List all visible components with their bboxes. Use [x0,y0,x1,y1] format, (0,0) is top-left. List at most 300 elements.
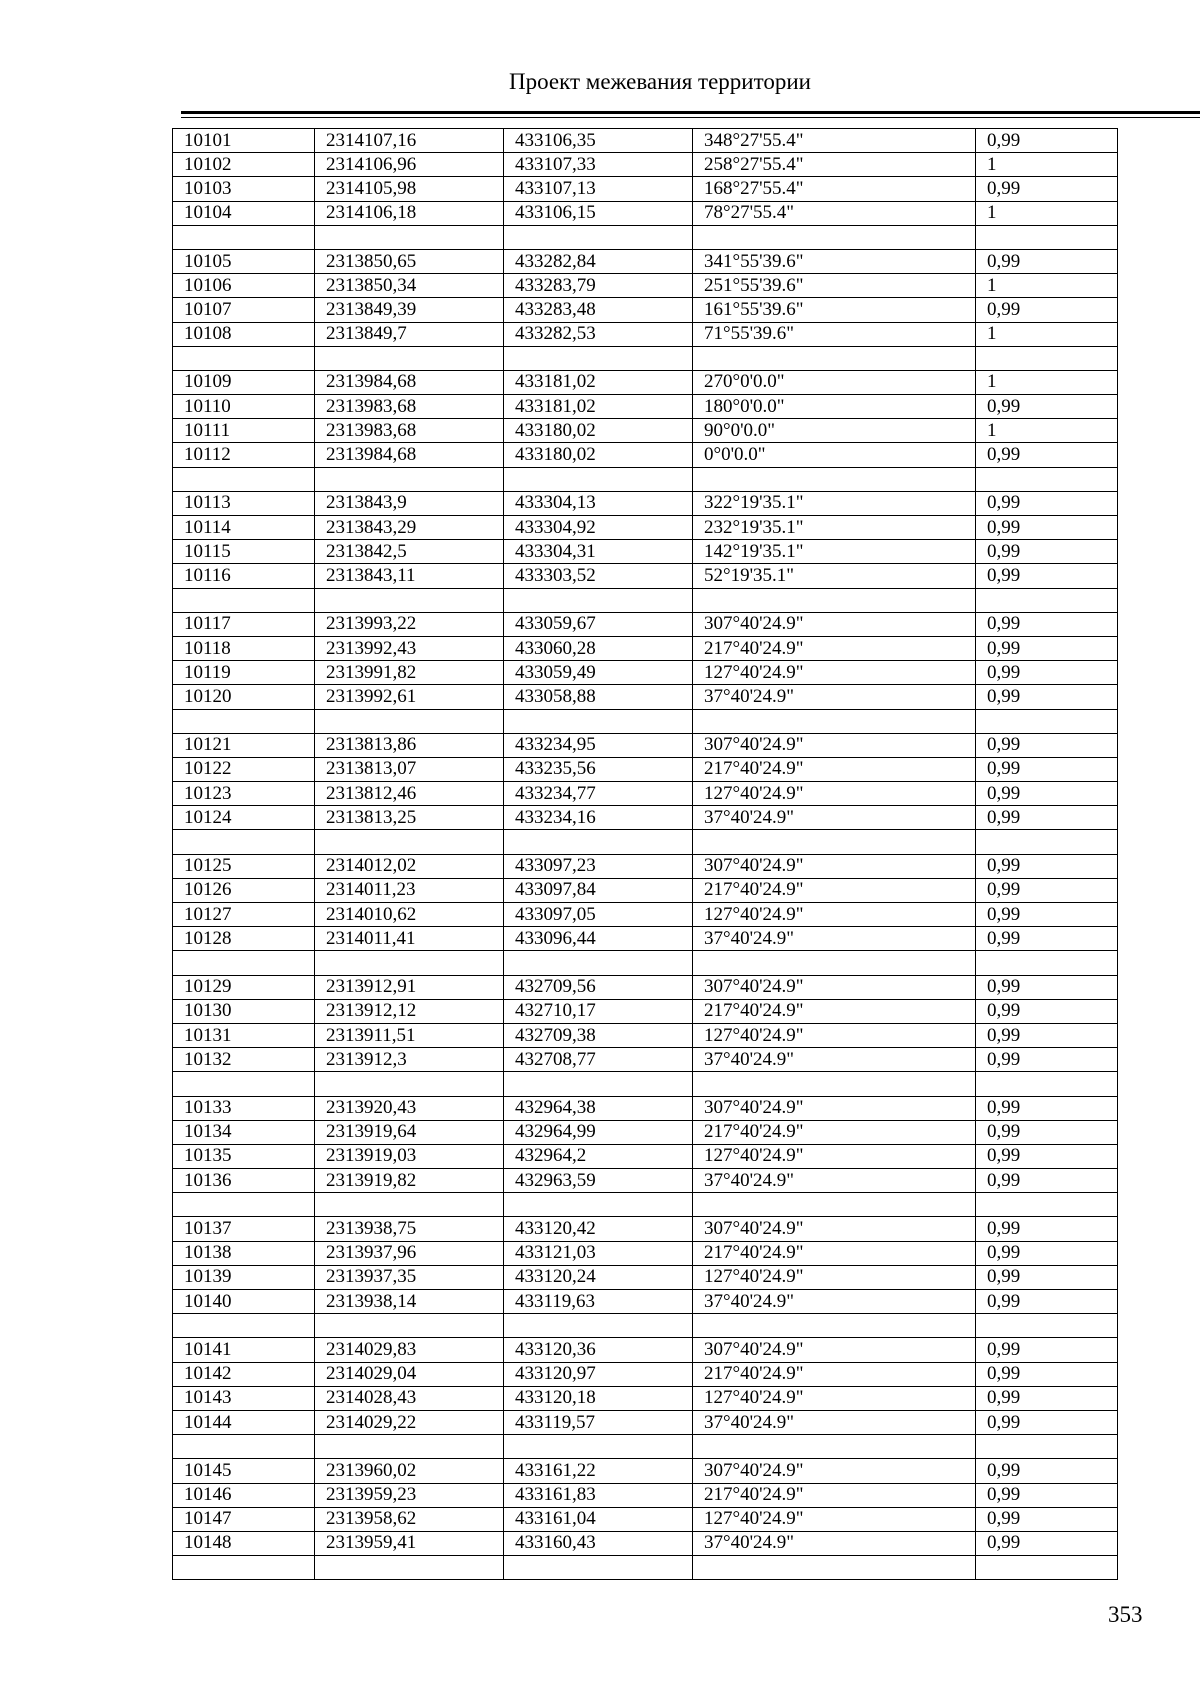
table-row [173,636,1118,660]
table-row [173,757,1118,781]
y-coordinate-cell [504,1072,693,1096]
y-coordinate-cell: 433282,53 [504,322,693,346]
distance-cell: 0,99 [976,443,1118,467]
table-separator-row [173,830,1118,854]
distance-cell: 1 [976,419,1118,443]
point-number-cell: 10143 [173,1386,315,1410]
y-coordinate-cell: 433304,13 [504,491,693,515]
y-coordinate-cell: 433058,88 [504,685,693,709]
point-number-cell: 10138 [173,1241,315,1265]
direction-angle-cell [693,1193,976,1217]
point-number-cell: 10116 [173,564,315,588]
x-coordinate-cell: 2313912,91 [315,975,504,999]
distance-cell: 0,99 [976,927,1118,951]
direction-angle-cell: 217°40'24.9" [693,878,976,902]
distance-cell [976,1556,1118,1580]
table-row [173,249,1118,273]
x-coordinate-cell [315,830,504,854]
distance-cell: 0,99 [976,1362,1118,1386]
point-number-cell: 10145 [173,1459,315,1483]
distance-cell: 0,99 [976,1410,1118,1434]
direction-angle-cell: 127°40'24.9" [693,1023,976,1047]
x-coordinate-cell: 2313849,7 [315,322,504,346]
x-coordinate-cell: 2314011,23 [315,878,504,902]
point-number-cell: 10106 [173,274,315,298]
table-row [173,153,1118,177]
y-coordinate-cell: 433160,43 [504,1531,693,1555]
x-coordinate-cell [315,346,504,370]
y-coordinate-cell: 433097,84 [504,878,693,902]
direction-angle-cell: 127°40'24.9" [693,1507,976,1531]
x-coordinate-cell [315,467,504,491]
point-number-cell: 10125 [173,854,315,878]
table-row [173,1048,1118,1072]
x-coordinate-cell: 2314105,98 [315,177,504,201]
point-number-cell: 10127 [173,903,315,927]
table-row [173,1265,1118,1289]
direction-angle-cell: 71°55'39.6" [693,322,976,346]
x-coordinate-cell: 2313984,68 [315,443,504,467]
point-number-cell: 10101 [173,129,315,153]
direction-angle-cell [693,588,976,612]
y-coordinate-cell: 433283,48 [504,298,693,322]
direction-angle-cell: 217°40'24.9" [693,1362,976,1386]
direction-angle-cell: 180°0'0.0" [693,395,976,419]
table-row [173,975,1118,999]
table-row [173,370,1118,394]
x-coordinate-cell: 2313912,12 [315,999,504,1023]
point-number-cell: 10146 [173,1483,315,1507]
x-coordinate-cell: 2313843,9 [315,491,504,515]
distance-cell: 1 [976,370,1118,394]
y-coordinate-cell: 433059,49 [504,661,693,685]
y-coordinate-cell: 433235,56 [504,757,693,781]
y-coordinate-cell: 433120,18 [504,1386,693,1410]
y-coordinate-cell: 432963,59 [504,1169,693,1193]
x-coordinate-cell: 2314106,18 [315,201,504,225]
point-number-cell [173,1556,315,1580]
y-coordinate-cell: 432708,77 [504,1048,693,1072]
distance-cell: 1 [976,322,1118,346]
table-row [173,322,1118,346]
point-number-cell: 10123 [173,782,315,806]
direction-angle-cell: 217°40'24.9" [693,636,976,660]
distance-cell: 0,99 [976,1048,1118,1072]
point-number-cell [173,830,315,854]
point-number-cell: 10114 [173,516,315,540]
point-number-cell [173,1435,315,1459]
direction-angle-cell: 168°27'55.4" [693,177,976,201]
y-coordinate-cell: 433234,95 [504,733,693,757]
table-row [173,443,1118,467]
point-number-cell: 10122 [173,757,315,781]
coordinates-table [172,128,1118,1580]
table-row [173,1483,1118,1507]
table-row [173,1241,1118,1265]
y-coordinate-cell: 433120,97 [504,1362,693,1386]
point-number-cell: 10137 [173,1217,315,1241]
table-row [173,854,1118,878]
point-number-cell [173,1072,315,1096]
table-row [173,177,1118,201]
direction-angle-cell: 37°40'24.9" [693,927,976,951]
x-coordinate-cell: 2313984,68 [315,370,504,394]
distance-cell: 0,99 [976,516,1118,540]
direction-angle-cell: 232°19'35.1" [693,516,976,540]
x-coordinate-cell [315,225,504,249]
y-coordinate-cell: 433121,03 [504,1241,693,1265]
distance-cell [976,1314,1118,1338]
x-coordinate-cell: 2313812,46 [315,782,504,806]
point-number-cell: 10113 [173,491,315,515]
direction-angle-cell [693,225,976,249]
distance-cell [976,1072,1118,1096]
distance-cell: 0,99 [976,1459,1118,1483]
x-coordinate-cell: 2313912,3 [315,1048,504,1072]
distance-cell: 0,99 [976,298,1118,322]
distance-cell: 0,99 [976,1169,1118,1193]
y-coordinate-cell: 433283,79 [504,274,693,298]
direction-angle-cell: 307°40'24.9" [693,1338,976,1362]
point-number-cell [173,588,315,612]
table-row [173,1410,1118,1434]
y-coordinate-cell: 432709,56 [504,975,693,999]
table-row [173,1338,1118,1362]
distance-cell: 0,99 [976,1338,1118,1362]
y-coordinate-cell: 433120,42 [504,1217,693,1241]
distance-cell: 0,99 [976,1265,1118,1289]
y-coordinate-cell: 433181,02 [504,370,693,394]
distance-cell: 0,99 [976,177,1118,201]
x-coordinate-cell: 2313937,35 [315,1265,504,1289]
table-row [173,1144,1118,1168]
x-coordinate-cell: 2313813,07 [315,757,504,781]
point-number-cell: 10128 [173,927,315,951]
y-coordinate-cell: 433303,52 [504,564,693,588]
table-row [173,612,1118,636]
y-coordinate-cell: 433120,24 [504,1265,693,1289]
table-row [173,1096,1118,1120]
page-number: 353 [1108,1602,1143,1627]
point-number-cell [173,709,315,733]
distance-cell: 1 [976,201,1118,225]
y-coordinate-cell: 432964,38 [504,1096,693,1120]
y-coordinate-cell: 433161,22 [504,1459,693,1483]
table-row [173,395,1118,419]
y-coordinate-cell: 432710,17 [504,999,693,1023]
y-coordinate-cell: 433234,77 [504,782,693,806]
distance-cell: 0,99 [976,249,1118,273]
x-coordinate-cell: 2313919,64 [315,1120,504,1144]
y-coordinate-cell [504,467,693,491]
distance-cell [976,346,1118,370]
point-number-cell: 10120 [173,685,315,709]
x-coordinate-cell: 2314012,02 [315,854,504,878]
direction-angle-cell: 78°27'55.4" [693,201,976,225]
distance-cell: 0,99 [976,129,1118,153]
y-coordinate-cell [504,588,693,612]
y-coordinate-cell [504,951,693,975]
distance-cell: 0,99 [976,782,1118,806]
direction-angle-cell [693,346,976,370]
distance-cell: 0,99 [976,878,1118,902]
distance-cell: 0,99 [976,999,1118,1023]
direction-angle-cell: 217°40'24.9" [693,1120,976,1144]
distance-cell: 0,99 [976,564,1118,588]
direction-angle-cell: 127°40'24.9" [693,903,976,927]
table-row [173,1459,1118,1483]
x-coordinate-cell [315,1314,504,1338]
point-number-cell: 10107 [173,298,315,322]
x-coordinate-cell: 2313937,96 [315,1241,504,1265]
table-row [173,1169,1118,1193]
x-coordinate-cell: 2314107,16 [315,129,504,153]
y-coordinate-cell [504,709,693,733]
distance-cell: 0,99 [976,1096,1118,1120]
distance-cell [976,1193,1118,1217]
y-coordinate-cell: 433120,36 [504,1338,693,1362]
y-coordinate-cell [504,830,693,854]
table-separator-row [173,225,1118,249]
direction-angle-cell: 127°40'24.9" [693,1265,976,1289]
table-row [173,1290,1118,1314]
direction-angle-cell [693,1072,976,1096]
table-separator-row [173,1556,1118,1580]
table-separator-row [173,588,1118,612]
y-coordinate-cell: 432964,99 [504,1120,693,1144]
distance-cell: 0,99 [976,661,1118,685]
point-number-cell: 10119 [173,661,315,685]
direction-angle-cell: 307°40'24.9" [693,1096,976,1120]
table-row [173,1120,1118,1144]
distance-cell [976,588,1118,612]
distance-cell [976,225,1118,249]
distance-cell: 0,99 [976,1120,1118,1144]
table-row [173,1531,1118,1555]
y-coordinate-cell: 433106,15 [504,201,693,225]
distance-cell: 0,99 [976,1290,1118,1314]
table-row [173,1362,1118,1386]
x-coordinate-cell: 2313813,25 [315,806,504,830]
distance-cell: 1 [976,274,1118,298]
y-coordinate-cell: 433161,83 [504,1483,693,1507]
distance-cell: 0,99 [976,685,1118,709]
x-coordinate-cell: 2313849,39 [315,298,504,322]
table-row [173,419,1118,443]
x-coordinate-cell: 2313992,61 [315,685,504,709]
direction-angle-cell: 37°40'24.9" [693,1410,976,1434]
x-coordinate-cell: 2314011,41 [315,927,504,951]
table-row [173,1217,1118,1241]
distance-cell [976,709,1118,733]
direction-angle-cell: 90°0'0.0" [693,419,976,443]
point-number-cell: 10140 [173,1290,315,1314]
point-number-cell: 10110 [173,395,315,419]
table-row [173,878,1118,902]
point-number-cell: 10115 [173,540,315,564]
direction-angle-cell: 161°55'39.6" [693,298,976,322]
point-number-cell [173,346,315,370]
table-row [173,733,1118,757]
distance-cell: 0,99 [976,903,1118,927]
point-number-cell [173,1193,315,1217]
point-number-cell: 10141 [173,1338,315,1362]
table-row [173,564,1118,588]
distance-cell: 0,99 [976,975,1118,999]
y-coordinate-cell [504,225,693,249]
table-row [173,129,1118,153]
table-row [173,661,1118,685]
distance-cell [976,1435,1118,1459]
direction-angle-cell: 251°55'39.6" [693,274,976,298]
direction-angle-cell [693,830,976,854]
y-coordinate-cell: 433181,02 [504,395,693,419]
table-row [173,685,1118,709]
x-coordinate-cell: 2313983,68 [315,395,504,419]
distance-cell: 0,99 [976,1023,1118,1047]
table-row [173,491,1118,515]
y-coordinate-cell: 433161,04 [504,1507,693,1531]
table-row [173,999,1118,1023]
y-coordinate-cell [504,346,693,370]
point-number-cell: 10102 [173,153,315,177]
direction-angle-cell: 307°40'24.9" [693,612,976,636]
direction-angle-cell [693,951,976,975]
table-separator-row [173,1072,1118,1096]
table-row [173,782,1118,806]
table-row [173,298,1118,322]
y-coordinate-cell [504,1435,693,1459]
y-coordinate-cell: 433119,57 [504,1410,693,1434]
point-number-cell: 10129 [173,975,315,999]
point-number-cell: 10133 [173,1096,315,1120]
direction-angle-cell [693,1314,976,1338]
direction-angle-cell: 37°40'24.9" [693,1290,976,1314]
y-coordinate-cell: 433304,92 [504,516,693,540]
table-separator-row [173,1435,1118,1459]
x-coordinate-cell [315,1193,504,1217]
x-coordinate-cell: 2313919,03 [315,1144,504,1168]
distance-cell: 0,99 [976,1144,1118,1168]
point-number-cell: 10118 [173,636,315,660]
x-coordinate-cell: 2313843,11 [315,564,504,588]
table-separator-row [173,1314,1118,1338]
y-coordinate-cell: 433096,44 [504,927,693,951]
distance-cell: 0,99 [976,1386,1118,1410]
x-coordinate-cell [315,709,504,733]
distance-cell: 0,99 [976,1241,1118,1265]
table-row [173,516,1118,540]
y-coordinate-cell: 433180,02 [504,443,693,467]
x-coordinate-cell: 2313850,34 [315,274,504,298]
point-number-cell: 10148 [173,1531,315,1555]
distance-cell: 0,99 [976,395,1118,419]
distance-cell [976,467,1118,491]
x-coordinate-cell: 2313813,86 [315,733,504,757]
distance-cell: 0,99 [976,854,1118,878]
y-coordinate-cell: 432709,38 [504,1023,693,1047]
distance-cell: 0,99 [976,757,1118,781]
direction-angle-cell: 37°40'24.9" [693,806,976,830]
coordinates-table-body [173,129,1118,1580]
table-row [173,1507,1118,1531]
point-number-cell: 10134 [173,1120,315,1144]
direction-angle-cell: 322°19'35.1" [693,491,976,515]
direction-angle-cell: 37°40'24.9" [693,1048,976,1072]
distance-cell [976,951,1118,975]
direction-angle-cell: 0°0'0.0" [693,443,976,467]
point-number-cell: 10104 [173,201,315,225]
point-number-cell: 10142 [173,1362,315,1386]
point-number-cell [173,1314,315,1338]
direction-angle-cell: 307°40'24.9" [693,1217,976,1241]
table-separator-row [173,951,1118,975]
x-coordinate-cell: 2313992,43 [315,636,504,660]
table-row [173,540,1118,564]
x-coordinate-cell: 2314029,22 [315,1410,504,1434]
point-number-cell: 10135 [173,1144,315,1168]
x-coordinate-cell: 2314106,96 [315,153,504,177]
point-number-cell [173,951,315,975]
point-number-cell: 10147 [173,1507,315,1531]
direction-angle-cell: 270°0'0.0" [693,370,976,394]
y-coordinate-cell: 433059,67 [504,612,693,636]
header-rule-thin [181,117,1200,118]
table-separator-row [173,1193,1118,1217]
table-row [173,274,1118,298]
y-coordinate-cell: 433119,63 [504,1290,693,1314]
y-coordinate-cell: 433282,84 [504,249,693,273]
direction-angle-cell: 37°40'24.9" [693,685,976,709]
x-coordinate-cell: 2313959,23 [315,1483,504,1507]
x-coordinate-cell: 2313919,82 [315,1169,504,1193]
x-coordinate-cell: 2313843,29 [315,516,504,540]
distance-cell: 0,99 [976,612,1118,636]
y-coordinate-cell: 433097,23 [504,854,693,878]
x-coordinate-cell: 2313983,68 [315,419,504,443]
page-header-title: Проект межевания территории [509,69,811,94]
x-coordinate-cell: 2313960,02 [315,1459,504,1483]
direction-angle-cell: 217°40'24.9" [693,999,976,1023]
x-coordinate-cell: 2314010,62 [315,903,504,927]
direction-angle-cell: 142°19'35.1" [693,540,976,564]
direction-angle-cell: 341°55'39.6" [693,249,976,273]
distance-cell: 0,99 [976,1483,1118,1507]
x-coordinate-cell: 2313938,75 [315,1217,504,1241]
table-separator-row [173,467,1118,491]
point-number-cell: 10117 [173,612,315,636]
x-coordinate-cell [315,951,504,975]
point-number-cell: 10124 [173,806,315,830]
distance-cell: 0,99 [976,1507,1118,1531]
point-number-cell: 10131 [173,1023,315,1047]
x-coordinate-cell: 2313993,22 [315,612,504,636]
point-number-cell: 10136 [173,1169,315,1193]
x-coordinate-cell: 2313850,65 [315,249,504,273]
y-coordinate-cell: 433107,13 [504,177,693,201]
distance-cell: 0,99 [976,733,1118,757]
point-number-cell: 10103 [173,177,315,201]
point-number-cell [173,467,315,491]
x-coordinate-cell: 2314028,43 [315,1386,504,1410]
point-number-cell: 10144 [173,1410,315,1434]
y-coordinate-cell [504,1556,693,1580]
point-number-cell: 10126 [173,878,315,902]
x-coordinate-cell: 2313911,51 [315,1023,504,1047]
point-number-cell: 10130 [173,999,315,1023]
distance-cell: 0,99 [976,540,1118,564]
table-row [173,927,1118,951]
